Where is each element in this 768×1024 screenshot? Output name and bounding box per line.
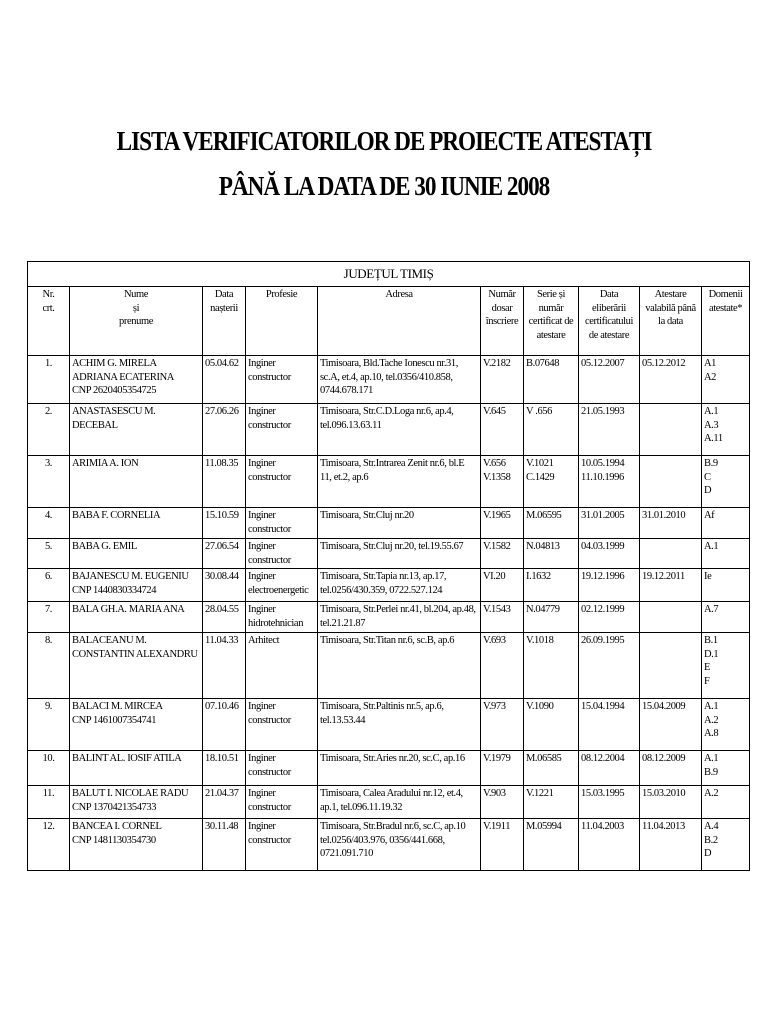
cell-nr: 8. (28, 633, 70, 699)
cell-certificate: V.1018 (524, 633, 579, 699)
cell-profession: Inginer constructor (246, 751, 318, 786)
cell-issue-date: 02.12.1999 (579, 602, 640, 633)
table-row (28, 456, 750, 508)
cell-address: Timisoara, Str.Paltinis nr.5, ap.6, tel.13.53.44 (318, 699, 481, 751)
col-header-address: Adresa (318, 287, 481, 356)
cell-nr: 11. (28, 786, 70, 819)
table-row (28, 404, 750, 456)
cell-domains: A.1 (702, 539, 750, 569)
cell-address: Timisoara, Str.Perlei nr.41, bl.204, ap.48, tel.21.21.87 (318, 602, 481, 633)
cell-nr: 12. (28, 819, 70, 871)
cell-file-number: V.903 (481, 786, 524, 819)
cell-domains: B.1 D.1 E F (702, 633, 750, 699)
cell-valid-until (640, 404, 702, 456)
cell-issue-date: 04.03.1999 (579, 539, 640, 569)
cell-issue-date: 19.12.1996 (579, 569, 640, 602)
cell-domains: A.7 (702, 602, 750, 633)
county-header: JUDEȚUL TIMIȘ (28, 262, 750, 287)
table-row (28, 569, 750, 602)
cell-name: ANASTASESCU M. DECEBAL (70, 404, 203, 456)
cell-address: Timisoara, Str.Tapia nr.13, ap.17, tel.0256/430.359, 0722.527.124 (318, 569, 481, 602)
cell-profession: Inginer constructor (246, 456, 318, 508)
cell-domains: A.1 A.2 A.8 (702, 699, 750, 751)
cell-certificate: N.04779 (524, 602, 579, 633)
cell-address: Timisoara, Bld.Tache Ionescu nr.31, sc.A, et.4, ap.10, tel.0356/410.858, 0744.678.171 (318, 356, 481, 404)
cell-certificate: M.05994 (524, 819, 579, 871)
cell-certificate: V.1021 C.1429 (524, 456, 579, 508)
table-row (28, 633, 750, 699)
cell-nr: 6. (28, 569, 70, 602)
cell-certificate: B.07648 (524, 356, 579, 404)
document-subtitle: PÂNĂ LA DATA DE 30 IUNIE 2008 (218, 171, 550, 201)
col-header-profession: Profesie (246, 287, 318, 356)
cell-valid-until: 19.12.2011 (640, 569, 702, 602)
cell-address: Timisoara, Str.Titan nr.6, sc.B, ap.6 (318, 633, 481, 699)
cell-profession: Arhitect (246, 633, 318, 699)
cell-file-number: V.1979 (481, 751, 524, 786)
cell-certificate: M.06585 (524, 751, 579, 786)
cell-name: BANCEA I. CORNEL CNP 1481130354730 (70, 819, 203, 871)
cell-profession: Inginer constructor (246, 699, 318, 751)
cell-valid-until (640, 602, 702, 633)
cell-nr: 7. (28, 602, 70, 633)
cell-file-number: V.1543 (481, 602, 524, 633)
cell-domains: B.9 C D (702, 456, 750, 508)
cell-birthdate: 30.11.48 (203, 819, 246, 871)
document-title: LISTA VERIFICATORILOR DE PROIECTE ATESTAȚI (116, 126, 652, 156)
cell-profession: Inginer constructor (246, 819, 318, 871)
cell-file-number: V.1582 (481, 539, 524, 569)
cell-domains: Af (702, 508, 750, 539)
cell-valid-until: 15.03.2010 (640, 786, 702, 819)
cell-certificate: V .656 (524, 404, 579, 456)
cell-nr: 4. (28, 508, 70, 539)
cell-birthdate: 27.06.54 (203, 539, 246, 569)
cell-profession: Inginer constructor (246, 508, 318, 539)
cell-birthdate: 28.04.55 (203, 602, 246, 633)
cell-profession: Inginer constructor (246, 356, 318, 404)
cell-nr: 2. (28, 404, 70, 456)
cell-valid-until: 08.12.2009 (640, 751, 702, 786)
cell-profession: Inginer constructor (246, 404, 318, 456)
col-header-file-number: Număr dosar înscriere (481, 287, 524, 356)
cell-address: Timisoara, Calea Aradului nr.12, et.4, ap.1, tel.096.11.19.32 (318, 786, 481, 819)
cell-issue-date: 05.12.2007 (579, 356, 640, 404)
cell-domains: A.2 (702, 786, 750, 819)
cell-name: BALINT AL. IOSIF ATILA (70, 751, 203, 786)
cell-valid-until: 31.01.2010 (640, 508, 702, 539)
table-row (28, 786, 750, 819)
cell-nr: 5. (28, 539, 70, 569)
cell-birthdate: 15.10.59 (203, 508, 246, 539)
cell-domains: A.4 B.2 D (702, 819, 750, 871)
cell-birthdate: 21.04.37 (203, 786, 246, 819)
cell-name: ACHIM G. MIRELA ADRIANA ECATERINA CNP 2620405354725 (70, 356, 203, 404)
cell-birthdate: 11.08.35 (203, 456, 246, 508)
cell-issue-date: 10.05.1994 11.10.1996 (579, 456, 640, 508)
cell-address: Timisoara, Str.Cluj nr.20 (318, 508, 481, 539)
cell-file-number: V.693 (481, 633, 524, 699)
cell-file-number: V.1965 (481, 508, 524, 539)
table-row (28, 699, 750, 751)
cell-birthdate: 18.10.51 (203, 751, 246, 786)
cell-birthdate: 11.04.33 (203, 633, 246, 699)
cell-birthdate: 30.08.44 (203, 569, 246, 602)
cell-address: Timisoara, Str.Intrarea Zenit nr.6, bl.E 11, et.2, ap.6 (318, 456, 481, 508)
cell-valid-until: 11.04.2013 (640, 819, 702, 871)
table-row (28, 602, 750, 633)
cell-address: Timisoara, Str.Bradul nr.6, sc.C, ap.10 tel.0256/403.976, 0356/441.668, 0721.091.710 (318, 819, 481, 871)
cell-file-number: V.2182 (481, 356, 524, 404)
table-row (28, 539, 750, 569)
col-header-issue-date: Data eliberării certificatului de atestare (579, 287, 640, 356)
cell-profession: Inginer constructor (246, 786, 318, 819)
cell-name: BABA G. EMIL (70, 539, 203, 569)
cell-domains: A1 A2 (702, 356, 750, 404)
col-header-domains: Domenii atestate* (702, 287, 750, 356)
column-header-row (28, 287, 750, 356)
cell-file-number: VI.20 (481, 569, 524, 602)
cell-profession: Inginer hidrotehnician (246, 602, 318, 633)
cell-name: BALA GH.A. MARIA ANA (70, 602, 203, 633)
cell-name: ARIMIA A. ION (70, 456, 203, 508)
cell-certificate: V.1221 (524, 786, 579, 819)
cell-valid-until (640, 456, 702, 508)
cell-name: BALUT I. NICOLAE RADU CNP 1370421354733 (70, 786, 203, 819)
table-row (28, 508, 750, 539)
cell-nr: 1. (28, 356, 70, 404)
cell-issue-date: 26.09.1995 (579, 633, 640, 699)
cell-address: Timisoara, Str.Aries nr.20, sc.C, ap.16 (318, 751, 481, 786)
col-header-birthdate: Data nașterii (203, 287, 246, 356)
cell-issue-date: 15.03.1995 (579, 786, 640, 819)
cell-file-number: V.1911 (481, 819, 524, 871)
table-row (28, 356, 750, 404)
cell-issue-date: 15.04.1994 (579, 699, 640, 751)
col-header-name: Nume și prenume (70, 287, 203, 356)
col-header-nr: Nr. crt. (28, 287, 70, 356)
col-header-certificate: Serie și număr certificat de atestare (524, 287, 579, 356)
cell-domains: A.1 A.3 A.11 (702, 404, 750, 456)
cell-birthdate: 05.04.62 (203, 356, 246, 404)
cell-issue-date: 08.12.2004 (579, 751, 640, 786)
cell-file-number: V.973 (481, 699, 524, 751)
verifiers-table (27, 261, 750, 871)
cell-valid-until: 05.12.2012 (640, 356, 702, 404)
cell-certificate: M.06595 (524, 508, 579, 539)
cell-valid-until (640, 633, 702, 699)
cell-address: Timisoara, Str.C.D.Loga nr.6, ap.4, tel.096.13.63.11 (318, 404, 481, 456)
cell-domains: Ie (702, 569, 750, 602)
cell-file-number: V.645 (481, 404, 524, 456)
cell-name: BALACI M. MIRCEA CNP 1461007354741 (70, 699, 203, 751)
cell-issue-date: 11.04.2003 (579, 819, 640, 871)
cell-certificate: N.04813 (524, 539, 579, 569)
cell-nr: 9. (28, 699, 70, 751)
cell-birthdate: 27.06.26 (203, 404, 246, 456)
cell-certificate: I.1632 (524, 569, 579, 602)
cell-domains: A.1 B.9 (702, 751, 750, 786)
table-row (28, 751, 750, 786)
cell-name: BABA F. CORNELIA (70, 508, 203, 539)
cell-valid-until (640, 539, 702, 569)
cell-issue-date: 21.05.1993 (579, 404, 640, 456)
table-row (28, 819, 750, 871)
cell-file-number: V.656 V.1358 (481, 456, 524, 508)
cell-name: BAJANESCU M. EUGENIU CNP 1440830334724 (70, 569, 203, 602)
cell-name: BALACEANU M. CONSTANTIN ALEXANDRU (70, 633, 203, 699)
cell-issue-date: 31.01.2005 (579, 508, 640, 539)
cell-profession: Inginer constructor (246, 539, 318, 569)
cell-profession: Inginer electroenergetic (246, 569, 318, 602)
col-header-valid-until: Atestare valabilă până la data (640, 287, 702, 356)
cell-nr: 10. (28, 751, 70, 786)
cell-address: Timisoara, Str.Cluj nr.20, tel.19.55.67 (318, 539, 481, 569)
cell-nr: 3. (28, 456, 70, 508)
cell-valid-until: 15.04.2009 (640, 699, 702, 751)
cell-certificate: V.1090 (524, 699, 579, 751)
cell-birthdate: 07.10.46 (203, 699, 246, 751)
